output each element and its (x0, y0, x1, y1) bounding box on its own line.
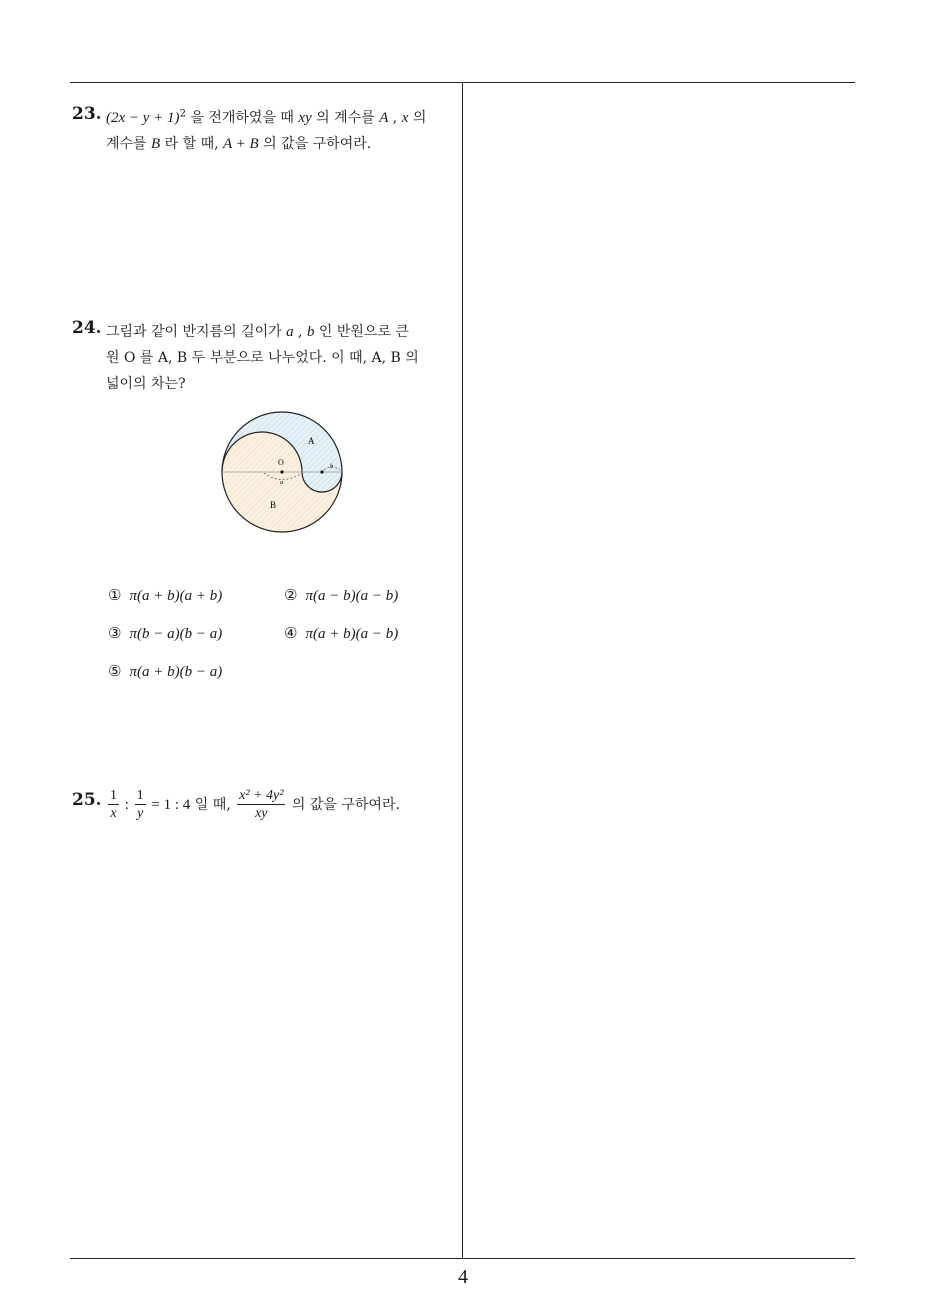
fraction-1-over-x: $\frac{1}{x}$ (110, 788, 117, 821)
bottom-rule (70, 1258, 855, 1259)
choice-3[interactable]: ③ π(b − a)(b − a) (108, 624, 223, 642)
label-a-region: A (308, 436, 315, 446)
circle-figure (220, 410, 344, 534)
problem-line-3: 넓이의 차는? (106, 376, 186, 392)
problem-text (106, 786, 457, 824)
center-point-b (320, 470, 323, 473)
problem-number: 25. (72, 790, 102, 810)
problem-line-1: $(2x - y + 1)^2$ 을 전개하였을 때 xy 의 계수를 A , x 의 (106, 108, 427, 126)
choice-5[interactable]: ⑤ π(a + b)(b − a) (108, 662, 223, 680)
fraction-1-over-y: $\frac{1}{y}$ (136, 788, 144, 821)
label-b-region: B (270, 500, 277, 510)
problem-line-1: $\frac{1}{x}$ : $\frac{1}{y}$ = 1 : 4 일 때, $\frac{\text{x² + 4y²}}{xy}$ 의 값을 구하여라. (110, 788, 400, 821)
center-point-o (280, 470, 283, 473)
problem-line-2: 원 O 를 A, B 두 부분으로 나누었다. 이 때, A, B 의 (106, 350, 419, 366)
label-radius-b: b (330, 463, 334, 470)
page-number: 4 (458, 1266, 468, 1288)
column-divider (462, 82, 463, 1258)
problem-line-2: 계수를 B 라 할 때, A + B 의 값을 구하여라. (106, 136, 372, 152)
problem-number: 23. (72, 104, 102, 124)
problem-25 (72, 790, 457, 840)
choice-1[interactable]: ① π(a + b)(a + b) (108, 586, 223, 604)
problem-text (106, 105, 457, 157)
problem-23 (72, 104, 457, 164)
problem-text (106, 319, 457, 397)
problem-line-1: 그림과 같이 반지름의 길이가 a , b 인 반원으로 큰 (106, 324, 409, 340)
problem-24 (72, 318, 457, 698)
fraction-expression: $\frac{\text{x² + 4y²}}{xy}$ (239, 788, 284, 821)
problem-number: 24. (72, 318, 102, 338)
choice-4[interactable]: ④ π(a + b)(a − b) (284, 624, 399, 642)
label-o: O (278, 458, 284, 467)
choice-2[interactable]: ② π(a − b)(a − b) (284, 586, 399, 604)
label-radius-a: a (280, 479, 284, 486)
